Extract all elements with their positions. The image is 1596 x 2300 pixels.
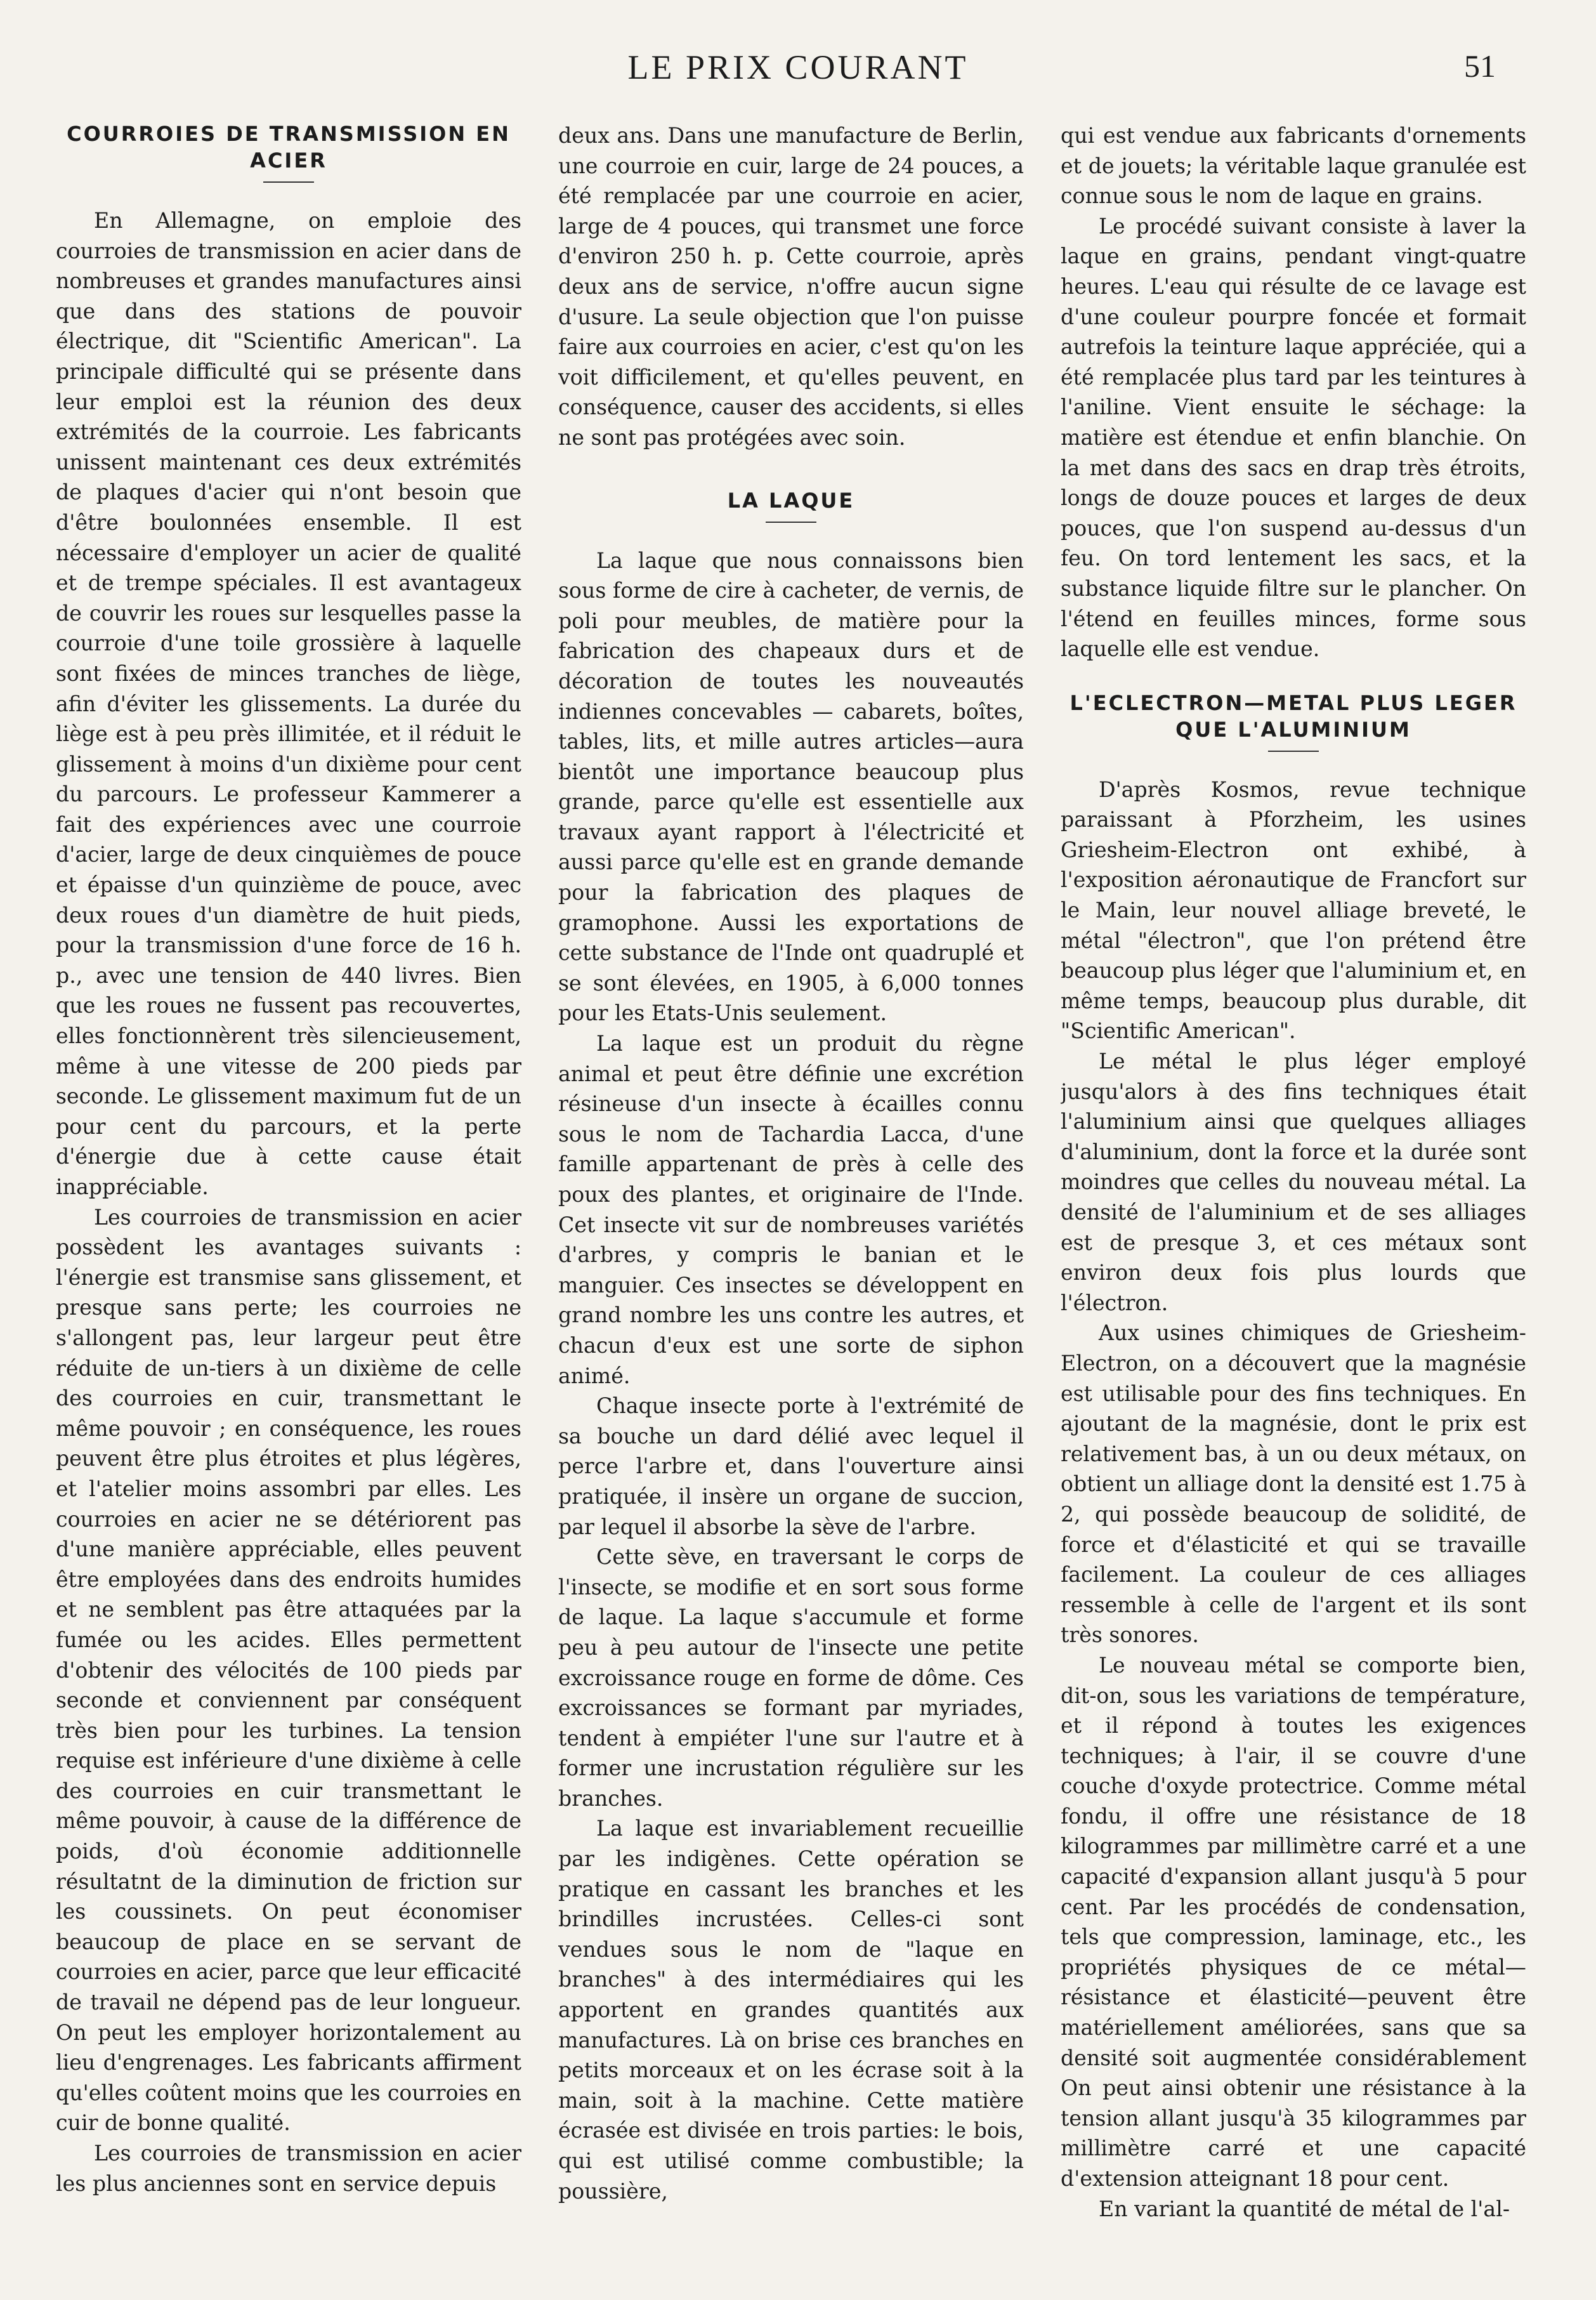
paragraph: La laque est un produit du règne animal et peut être définie une excrétion résineuse d'un insecte à écailles connu sous le nom de Tachardia Lacca, d'une famille appartenant de près à celle des poux des plantes, et originaire de l'Inde. Cet insecte vit sur de nombreuses variétés d'arbres, y compris le banian et le manguier. Ces insectes se développent en grand nombre les uns contre les autres, et chacun d'eux est une sorte de siphon animé. (558, 1031, 1024, 1388)
paragraph: Aux usines chimiques de Griesheim-Electron, on a découvert que la magnésie est utilisable pour des fins techniques. En ajoutant de la magnésie, dont le prix est relativement bas, à un ou deux métaux, on obtient un alliage dont la densité est 1.75 à 2, qui possède beaucoup de solidité, de force et d'élasticité et qui se travaille facilement. La couleur de ces alliages ressemble à celle de l'argent et ils sont très sonores. (1061, 1320, 1526, 1648)
heading-rule (1268, 751, 1319, 752)
paragraph: Le métal le plus léger employé jusqu'alors à des fins techniques était l'aluminium ainsi que quelques alliages d'aluminium, dont la force et la durée sont moindres que celles du nouveau métal. La densité de l'aluminium et de ses alliages est de presque 3, et ces métaux sont environ deux fois plus lourds que l'électron. (1061, 1049, 1526, 1315)
heading-rule (766, 522, 816, 523)
paragraph: Les courroies de transmission en acier possèdent les avantages suivants : l'énergie est transmise sans glissement, et presque sans perte; les courroies ne s'allongent pas, leur largeur peut être réduite de un-tiers à un dixième de celle des courroies en cuir, transmettant le même pouvoir ; en conséquence, les roues peuvent être plus étroites et plus légères, et l'atelier moins assombri par elles. Les courroies en acier ne se détériorent pas d'une manière appréciable, elles peuvent être employées dans des endroits humides et ne semblent pas être attaquées par la fumée ou les acides. Elles permettent d'obtenir des vélocités de 100 pieds par seconde et conviennent par conséquent très bien pour les turbines. La tension requise est inférieure d'une dixième à celle des courroies en cuir transmettant le même pouvoir, à cause de la différence de poids, d'où économie additionnelle résultatnt de la diminution de friction sur les coussinets. On peut économiser beaucoup de place en se servant de courroies en acier, parce que leur efficacité de travail ne dépend pas de leur longueur. On peut les employer horizontalement au lieu d'engrenages. Les fabricants affirment qu'elles coûtent moins que les courroies en cuir de bonne qualité. (56, 1204, 521, 2136)
paragraph: La laque que nous connaissons bien sous forme de cire à cacheter, de vernis, de poli pour meubles, de matière pour la fabrication des chapeaux durs et de décoration de toutes les nouveautés indiennes concevables — cabarets, boîtes, tables, lits, et mille autres articles—aura bientôt une importance beaucoup plus grande, parce qu'elle est essentielle aux travaux ayant rapport à l'électricité et aussi parce qu'elle est en grande demande pour la fabrication des plaques de gramophone. Aussi les exportations de cette substance de l'Inde ont quadruplé et se sont élevées, en 1905, à 6,000 tonnes pour les Etats-Unis seulement. (558, 548, 1024, 1026)
column-2 (558, 121, 1024, 2271)
paragraph: qui est vendue aux fabricants d'ornements et de jouets; la véritable laque granulée est connue sous le nom de laque en grains. (1061, 123, 1526, 209)
heading-rule (263, 181, 314, 183)
paragraph: La laque est invariablement recueillie par les indigènes. Cette opération se pratique en cassant les branches et les brindilles incrustées. Celles-ci sont vendues sous le nom de "laque en branches" à des intermédiaires qui les apportent en grandes quantités aux manufactures. Là on brise ces branches en petits morceaux et on les écrase soit à la main, soit à la machine. Cette matière écrasée est divisée en trois parties: le bois, qui est utilisé comme combustible; la poussière, (558, 1816, 1024, 2204)
page-number: 51 (1464, 48, 1496, 84)
paragraph: D'après Kosmos, revue technique paraissant à Pforzheim, les usines Griesheim-Electron ont exhibé, à l'exposition aéronautique de Francfort sur le Main, leur nouvel alliage breveté, le métal "électron", que l'on prétend être beaucoup plus léger que l'aluminium et, en même temps, beaucoup plus durable, dit "Scientific American". (1061, 777, 1526, 1044)
paragraph: En variant la quantité de métal de l'al- (1099, 2196, 1510, 2221)
article-heading-electron-metal: L'ECLECTRON—METAL PLUS LEGER QUE L'ALUMINIUM (1069, 690, 1517, 742)
article-heading-lacquer: LA LAQUE (727, 488, 855, 513)
paragraph: Chaque insecte porte à l'extrémité de sa bouche un dard délié avec lequel il perce l'arbre et, dans l'ouverture ainsi pratiquée, il insère un organe de succion, par lequel il absorbe la sève de l'arbre. (558, 1393, 1024, 1539)
paragraph: Les courroies de transmission en acier les plus anciennes sont en service depuis (56, 2141, 521, 2196)
paragraph: Le nouveau métal se comporte bien, dit-on, sous les variations de température, et il répond à toutes les exigences techniques; à l'air, il se couvre d'une couche d'oxyde protectrice. Comme métal fondu, il offre une résistance de 18 kilogrammes par millimètre carré et a une capacité d'expansion allant jusqu'à 5 pour cent. Par les procédés de condensation, tels que compression, laminage, etc., les propriétés physiques de ce métal—résistance et élasticité—peuvent être matériellement améliorées, sans que sa densité soit augmentée considérablement On peut ainsi obtenir une résistance à la tension allant jusqu'à 35 kilogrammes par millimètre carré et une capacité d'extension atteignant 18 pour cent. (1061, 1652, 1526, 2191)
running-title: LE PRIX COURANT (627, 48, 969, 86)
article-heading-steel-belts: COURROIES DE TRANSMISSION EN ACIER (67, 122, 511, 173)
column-1 (56, 121, 521, 2271)
paragraph: Le procédé suivant consiste à laver la laque en grains, pendant vingt-quatre heures. L'eau qui résulte de ce lavage est d'une couleur pourpre foncée et formait autrefois la teinture laque appréciée, qui a été remplacée plus tard par les teintures à l'aniline. Vient ensuite le séchage: la matière est étendue et enfin blanchie. On la met dans des sacs en drap très étroits, longs de douze pouces et larges de deux pouces, que l'on suspend au-dessus d'un feu. On tord lentement les sacs, et la substance liquide filtre sur le plancher. On l'étend en feuilles minces, forme sous laquelle elle est vendue. (1061, 213, 1526, 662)
paragraph: deux ans. Dans une manufacture de Berlin, une courroie en cuir, large de 24 pouces, a été remplacée par une courroie en acier, large de 4 pouces, qui transmet une force d'environ 250 h. p. Cette courroie, après deux ans de service, n'offre aucun signe d'usure. La seule objection que l'on puisse faire aux courroies en acier, c'est qu'on les voit difficilement, et qu'elles peuvent, en conséquence, causer des accidents, si elles ne sont pas protégées avec soin. (558, 123, 1024, 450)
column-3 (1061, 121, 1526, 2271)
paragraph: Cette sève, en traversant le corps de l'insecte, se modifie et en sort sous forme de laque. La laque s'accumule et forme peu à peu autour de l'insecte une petite excroissance rouge en forme de dôme. Ces excroissances se formant par myriades, tendent à empiéter l'une sur l'autre et à former une incrustation régulière sur les branches. (558, 1544, 1024, 1811)
page-header (0, 48, 1596, 98)
paragraph: En Allemagne, on emploie des courroies de transmission en acier dans de nombreuses et grandes manufactures ainsi que dans des stations de pouvoir électrique, dit "Scientific American". La principale difficulté qui se présente dans leur emploi est la réunion des deux extrémités de la courroie. Les fabricants unissent maintenant ces deux extrémités de plaques d'acier qui n'ont besoin que d'être boulonnées ensemble. Il est nécessaire d'employer un acier de qualité et de trempe spéciales. Il est avantageux de couvrir les roues sur lesquelles passe la courroie d'une toile grossière à laquelle sont fixées de minces tranches de liège, afin d'éviter les glissements. La durée du liège est à peu près illimitée, et il réduit le glissement à moins d'un dixième pour cent du parcours. Le professeur Kammerer a fait des expériences avec une courroie d'acier, large de deux cinquièmes de pouce et épaisse d'un quinzième de pouce, avec deux roues d'un diamètre de huit pieds, pour la transmission d'une force de 16 h. p., avec une tension de 440 livres. Bien que les roues ne fussent pas recouvertes, elles fonctionnèrent très silencieusement, même à une vitesse de 200 pieds par seconde. Le glissement maximum fut de un pour cent du parcours, et la perte d'énergie due à cette cause était inappréciable. (56, 208, 521, 1199)
